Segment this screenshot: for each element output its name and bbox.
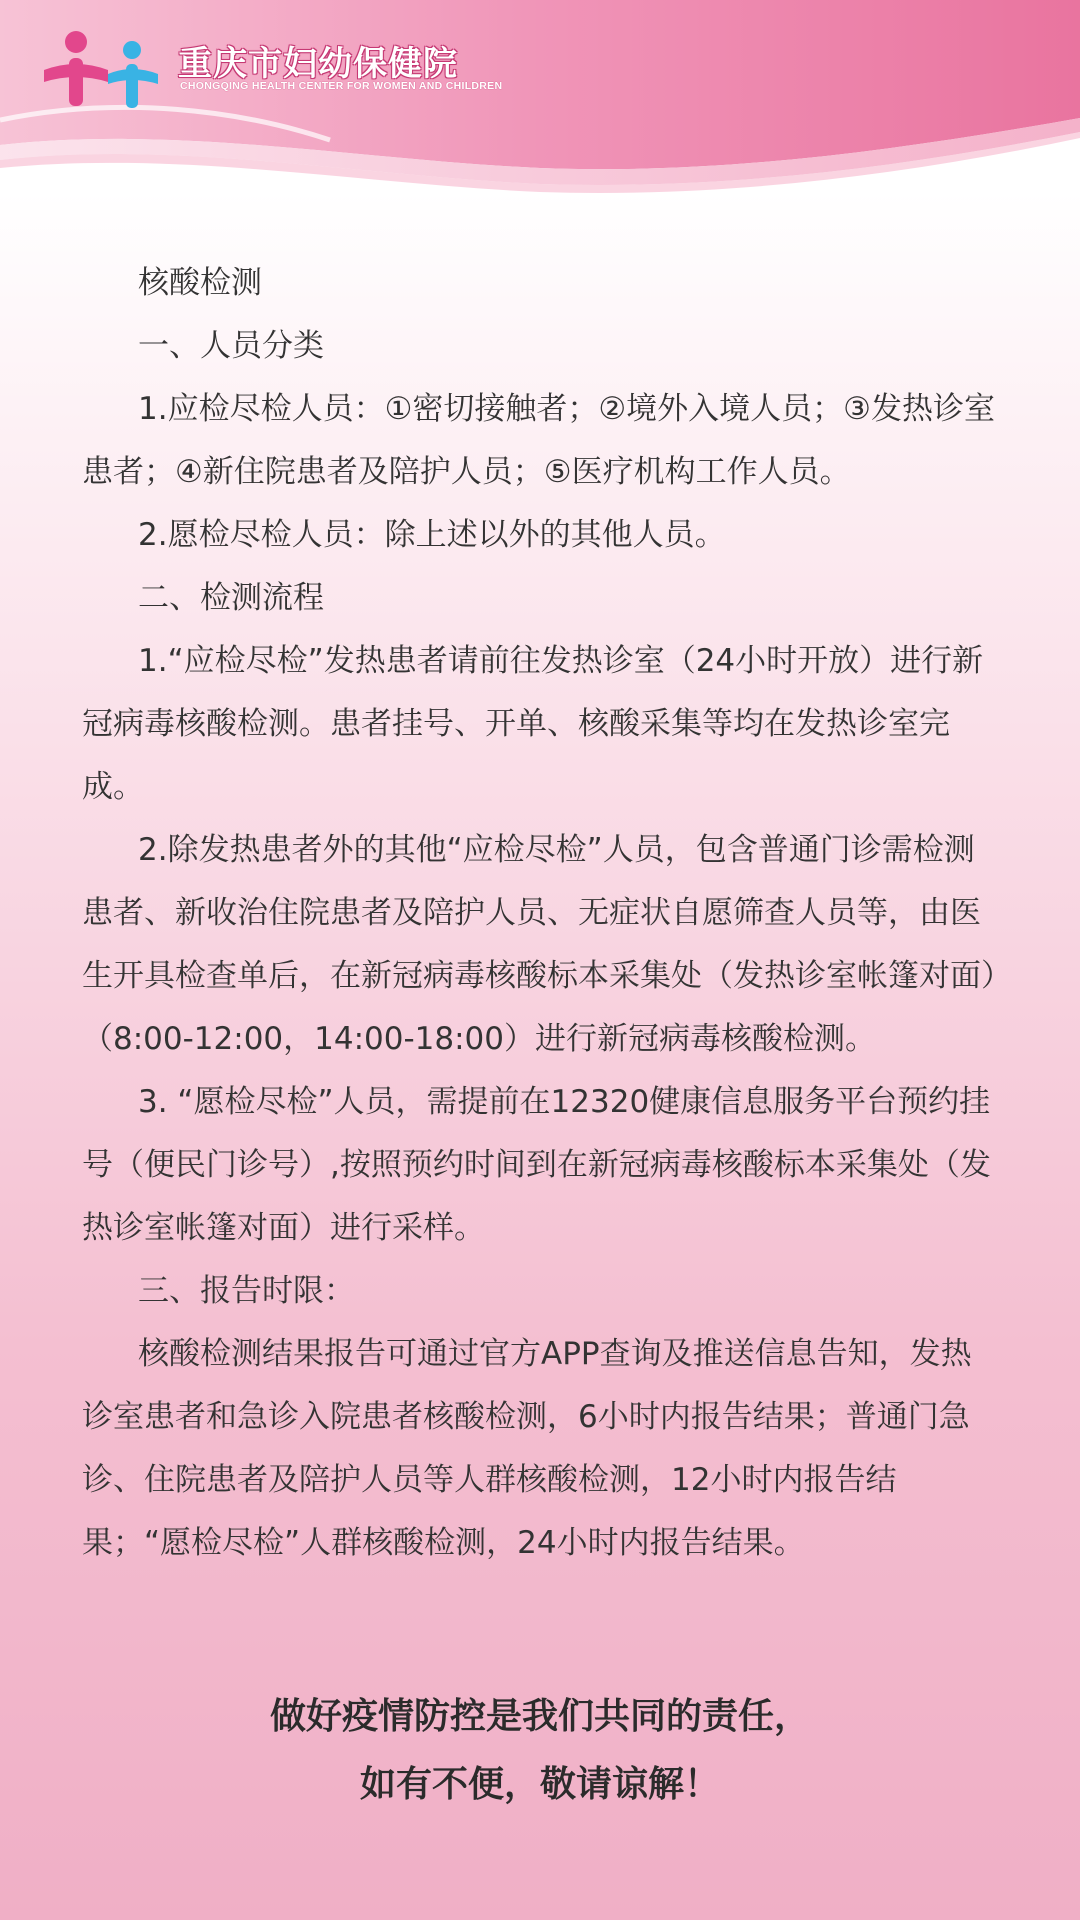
section3-text: 核酸检测结果报告可通过官方APP查询及推送信息告知，发热诊室患者和急诊入院患者核酸检测，6小时内报告结果；普通门急诊、住院患者及陪护人员等人群核酸检测，12小时内报告结果；“愿检尽检”人群核酸检测，24小时内报告结果。 [82,1336,972,1561]
section2-heading: 二、检测流程 [138,580,324,616]
closing-message [0,1682,1080,1818]
org-name-cn: 重庆市妇幼保健院 [178,44,458,84]
section1-heading: 一、人员分类 [138,328,324,364]
notice-title: 核酸检测 [138,265,262,301]
hospital-logo-icon [36,28,166,118]
org-name-en: CHONGQING HEALTH CENTER FOR WOMEN AND CHILDREN [180,80,503,92]
closing-line1: 做好疫情防控是我们共同的责任， [269,1695,810,1737]
section2-item2: 2.除发热患者外的其他“应检尽检”人员，包含普通门诊需检测患者、新收治住院患者及陪护人员、无症状自愿筛查人员等，由医生开具检查单后，在新冠病毒核酸标本采集处（发热诊室帐篷对面）（8:00-12:00，14:00-18:00）进行新冠病毒核酸检测。 [82,832,997,1057]
section3-heading: 三、报告时限： [138,1273,355,1309]
section2-item1: 1.“应检尽检”发热患者请前往发热诊室（24小时开放）进行新冠病毒核酸检测。患者挂号、开单、核酸采集等均在发热诊室完成。 [82,643,984,805]
notice-body [82,252,1000,1575]
header-banner [0,0,1080,220]
section2-item3: 3. “愿检尽检”人员，需提前在12320健康信息服务平台预约挂号（便民门诊号）,按照预约时间到在新冠病毒核酸标本采集处（发热诊室帐篷对面）进行采样。 [82,1084,991,1246]
closing-line2: 如有不便，敬请谅解！ [359,1763,720,1805]
section1-item1: 1.应检尽检人员：①密切接触者；②境外入境人员；③发热诊室患者；④新住院患者及陪护人员；⑤医疗机构工作人员。 [82,391,995,490]
section1-item2: 2.愿检尽检人员：除上述以外的其他人员。 [138,517,726,553]
